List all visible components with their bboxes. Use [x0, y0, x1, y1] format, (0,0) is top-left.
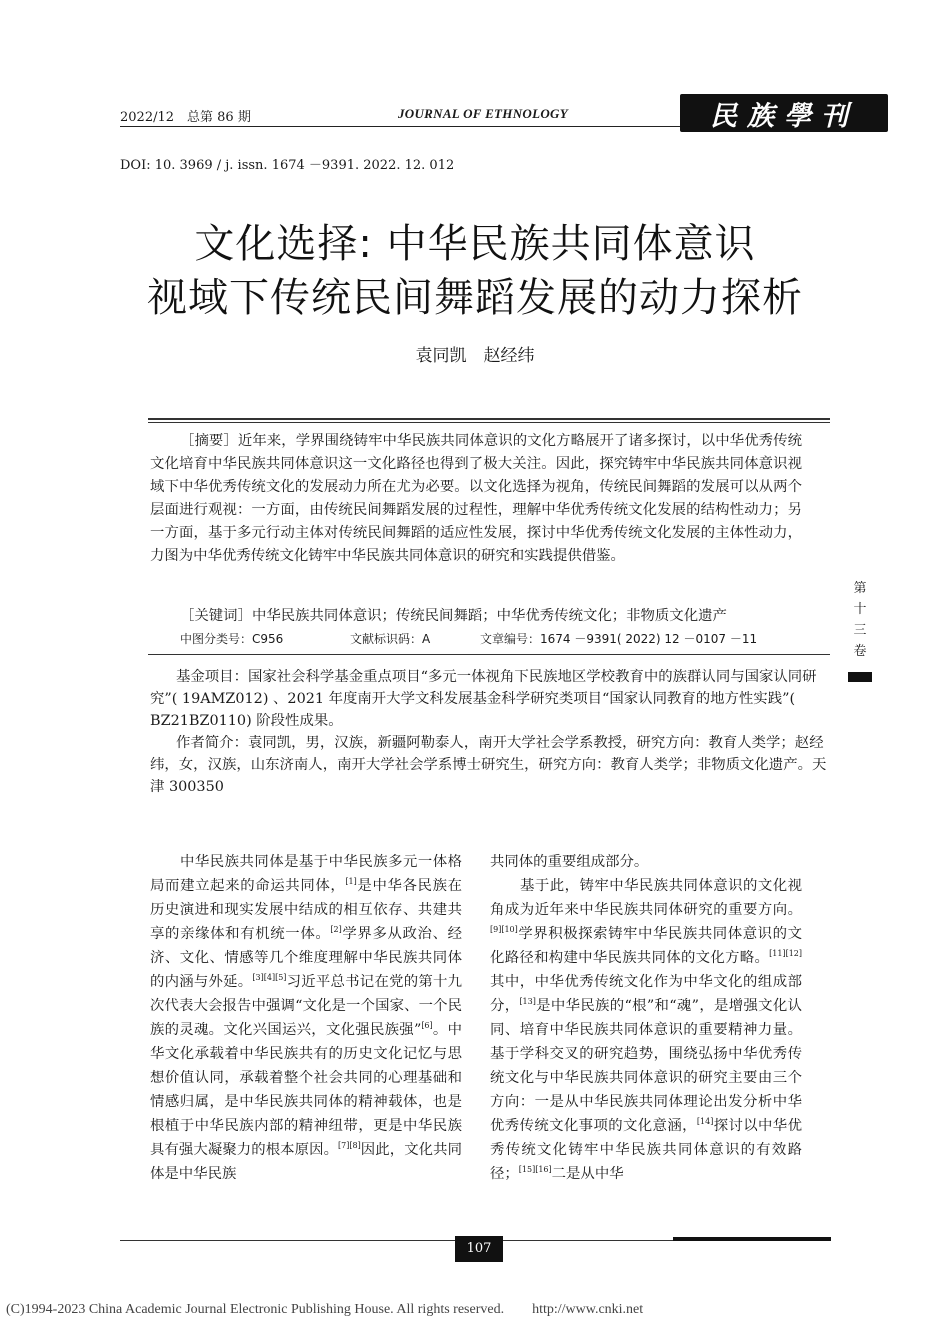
footer-rule-left — [120, 1240, 455, 1241]
abstract-label: ［摘要］ — [180, 433, 238, 449]
classification — [180, 630, 757, 647]
citation-ref: [13] — [519, 997, 536, 1007]
body-left-column: 中华民族共同体是基于中华民族多元一体格局而建立起来的命运共同体，[1]是中华各民族在历史演进和现实发展中结成的相互依存、共建共享的亲缘体和有机统一体。[2]学界多从政治、经济、文化、情感等几个维度理解中华民族共同体的内涵与外延。[3][4][5]习近平总书记在党的第十九次代表大会报告中强调“文化是一个国家、一个民族的灵魂。文化兴国运兴，文化强民族强”[6]。中华文化承载着中华民族共有的历史文化记忆与思想价值认同，承载着整个社会共同的心理基础和情感归属，是中华民族共同体的精神载体，也是根植于中华民族内部的精神纽带，更是中华民族具有强大凝聚力的根本原因。[7][8]因此，文化共同体是中华民族 — [150, 854, 462, 1182]
volume-side-label: 第 十 三 卷 — [853, 581, 867, 659]
abstract-bottom-rule — [148, 654, 830, 655]
title-line-2: 视域下传统民间舞蹈发展的动力探析 — [147, 275, 803, 321]
citation-ref: [6] — [421, 1021, 433, 1031]
author-bio: 作者简介：袁同凯，男，汉族，新疆阿勒泰人，南开大学社会学系教授，研究方向：教育人类学；赵经纬，女，汉族，山东济南人，南开大学社会学系博士研究生，研究方向：教育人类学；非物质文化遗产。天津 300350 — [150, 735, 827, 795]
doi: DOI: 10. 3969 / j. issn. 1674 －9391. 2022. 12. 012 — [120, 158, 455, 173]
citation-ref: [15][16] — [518, 1165, 552, 1175]
keywords-label: ［关键词］ — [180, 608, 252, 624]
document-code: 文献标识码：A — [350, 632, 431, 646]
paragraph-continued: 共同体的重要组成部分。 — [490, 854, 649, 870]
copyright-notice: (C)1994-2023 China Academic Journal Electronic Publishing House. All rights reserved. http://www.cnki.net — [6, 1302, 644, 1317]
issue-info: 2022/12 总第 86 期 — [120, 110, 251, 125]
clc-number: 中图分类号：C956 — [180, 632, 284, 646]
journal-logo: 民族學刊 — [680, 94, 888, 132]
citation-ref: [7][8] — [338, 1141, 361, 1151]
keywords-text: 中华民族共同体意识；传统民间舞蹈；中华优秀传统文化；非物质文化遗产 — [251, 608, 727, 624]
journal-name: JOURNAL OF ETHNOLOGY — [398, 106, 568, 121]
authors: 袁同凯 赵经纬 — [415, 346, 535, 366]
keywords — [180, 604, 800, 625]
abstract-text: 近年来，学界围绕铸牢中华民族共同体意识的文化方略展开了诸多探讨，以中华优秀传统文化培育中华民族共同体意识这一文化路径也得到了极大关注。因此，探究铸牢中华民族共同体意识视域下中华优秀传统文化的发展动力所在尤为必要。以文化选择为视角，传统民间舞蹈的发展可以从两个层面进行观视：一方面，由传统民间舞蹈发展的过程性，理解中华优秀传统文化发展的结构性动力；另一方面，基于多元行动主体对传统民间舞蹈的适应性发展，探讨中华优秀传统文化发展的主体性动力，力图为中华优秀传统文化铸牢中华民族共同体意识的研究和实践提供借鉴。 — [150, 433, 802, 564]
citation-ref: [9][10] — [490, 925, 518, 935]
citation-ref: [14] — [696, 1117, 714, 1127]
funding-block — [150, 666, 830, 798]
citation-ref: [1] — [345, 877, 357, 887]
fund-info: 基金项目：国家社会科学基金重点项目“多元一体视角下民族地区学校教育中的族群认同与国家认同研究”( 19AMZ012) 、2021 年度南开大学文科发展基金科学研究类项目“国家认同教育的地方性实践”( BZ21BZ0110) 阶段性成果。 — [150, 669, 817, 729]
article-number: 文章编号：1674 －9391( 2022) 12 －0107 －11 — [480, 632, 758, 646]
header-rule — [120, 126, 680, 127]
citation-ref: [2] — [330, 925, 342, 935]
page-number: 107 — [455, 1236, 503, 1262]
footer-rule-right-thick — [673, 1237, 831, 1241]
side-bar-marker — [848, 672, 872, 682]
citation-ref: [3][4][5] — [252, 973, 287, 983]
abstract-top-rule — [148, 418, 830, 420]
body-right-column: 共同体的重要组成部分。 基于此，铸牢中华民族共同体意识的文化视角成为近年来中华民族共同体研究的重要方向。[9][10]学界积极探索铸牢中华民族共同体意识的文化路径和构建中华民族共同体的文化方略。[11][12]其中，中华优秀传统文化作为中华文化的组成部分，[13]是中华民族的“根”和“魂”，是增强文化认同、培育中华民族共同体意识的重要精神力量。基于学科交叉的研究趋势，围绕弘扬中华优秀传统文化与中华民族共同体意识的研究主要由三个方向：一是从中华民族共同体理论出发分析中华优秀传统文化事项的文化意涵，[14]探讨以中华优秀传统文化铸牢中华民族共同体意识的有效路径；[15][16]二是从中华 — [490, 850, 802, 1186]
abstract-top-rule-2 — [148, 422, 830, 423]
title-line-1: 文化选择: 中华民族共同体意识 — [194, 221, 756, 267]
citation-ref: [11][12] — [769, 949, 802, 959]
abstract — [150, 430, 802, 568]
